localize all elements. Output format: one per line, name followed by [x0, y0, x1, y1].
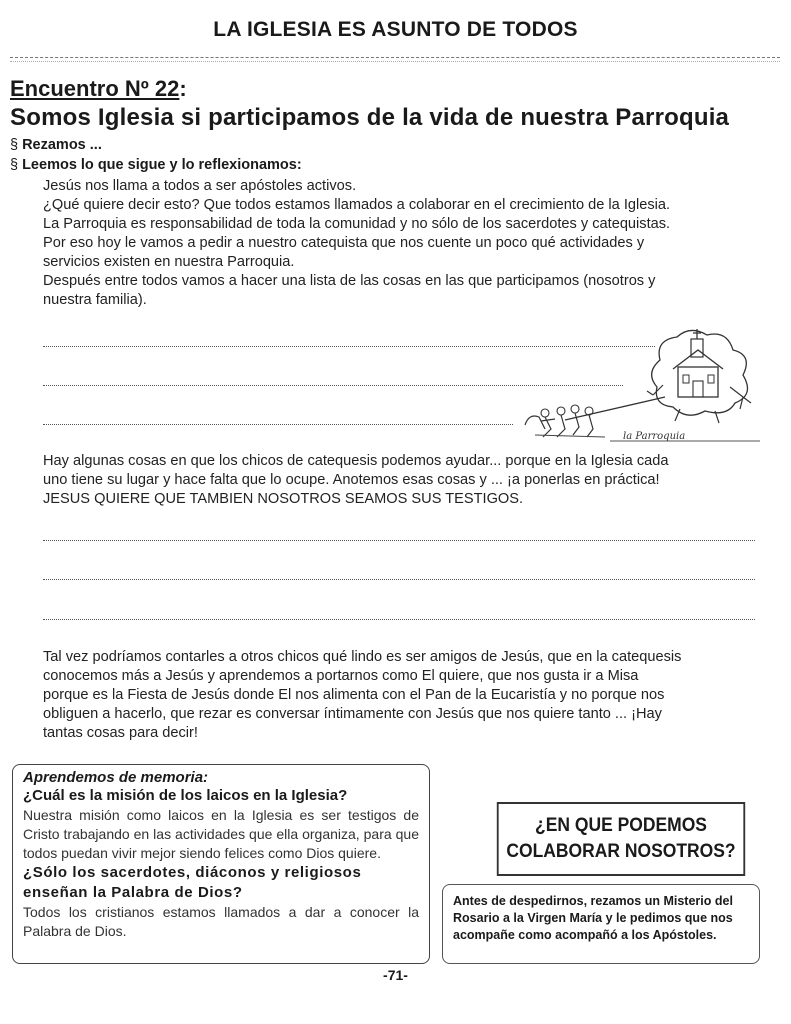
page-header-title: LA IGLESIA ES ASUNTO DE TODOS: [213, 18, 578, 41]
help-paragraph: [43, 452, 763, 509]
header-divider-secondary: [10, 61, 780, 62]
intro-line: servicios existen en nuestra Parroquia.: [43, 254, 295, 270]
section-read-label: Leemos lo que sigue y lo reflexionamos:: [22, 157, 302, 173]
intro-line: Jesús nos llama a todos a ser apóstoles activos.: [43, 178, 357, 194]
help-line: uno tiene su lugar y hace falta que lo ocupe. Anotemos esas cosas y ... ¡a ponerlas en práctica!: [43, 472, 660, 488]
collaborate-question-line-1: ¿EN QUE PODEMOS: [535, 815, 707, 836]
lesson-number: [10, 76, 187, 102]
intro-line: Después entre todos vamos a hacer una lista de las cosas en las que participamos (nosotros y: [43, 273, 656, 289]
writing-line[interactable]: [43, 579, 755, 580]
memory-question-2: ¿Sólo los sacerdotes, diáconos y religiosos enseñan la Palabra de Dios?: [23, 864, 362, 901]
intro-paragraph: [43, 177, 763, 310]
intro-line: ¿Qué quiere decir esto? Que todos estamos llamados a colaborar en el crecimiento de la Iglesia.: [43, 197, 671, 213]
church-pulling-illustration: [515, 325, 765, 450]
prayer-box: [442, 884, 760, 964]
section-mark: §: [10, 157, 19, 173]
memory-box: [12, 764, 430, 964]
writing-line[interactable]: [43, 424, 513, 425]
friends-line: obliguen a hacerlo, que rezar es conversar íntimamente con Jesús que nos quiere tanto ... ¡Hay: [43, 706, 662, 722]
friends-line: porque es la Fiesta de Jesús donde El nos alimenta con el Pan de la Eucaristía y no porque nos: [43, 687, 665, 703]
friends-paragraph: [43, 648, 763, 743]
memory-answer-2: Todos los cristianos estamos llamados a dar a conocer la Palabra de Dios.: [23, 904, 419, 939]
help-line: Hay algunas cosas en que los chicos de catequesis podemos ayudar... porque en la Iglesia cada: [43, 453, 669, 469]
lesson-title: Somos Iglesia si participamos de la vida de nuestra Parroquia: [10, 104, 730, 131]
illustration-caption: la Parroquia: [623, 431, 686, 442]
friends-line: conocemos más a Jesús y aprendemos a portarnos como El quiere, que nos gusta ir a Misa: [43, 668, 639, 684]
memory-box-title: Aprendemos de memoria:: [23, 769, 209, 786]
writing-line[interactable]: [43, 540, 755, 541]
page-number: -71-: [383, 967, 408, 983]
help-line: JESUS QUIERE QUE TAMBIEN NOSOTROS SEAMOS SUS TESTIGOS.: [43, 491, 524, 507]
lesson-number-label: Encuentro Nº 22: [10, 76, 180, 101]
memory-answer-1: Nuestra misión como laicos en la Iglesia es ser testigos de Cristo trabajando en las actividades que ella organiza, para que todos puedan vivir mejor siendo felices como Dios quiere.: [23, 807, 419, 861]
prayer-text: Antes de despedirnos, rezamos un Misterio del Rosario a la Virgen María y le pedimos que nos acompañe como acompañó a los Apóstoles.: [453, 894, 733, 942]
friends-line: Tal vez podríamos contarles a otros chicos qué lindo es ser amigos de Jesús, que en la catequesis: [43, 649, 682, 665]
collaborate-question-line-2: COLABORAR NOSOTROS?: [506, 841, 736, 862]
memory-question-1: ¿Cuál es la misión de los laicos en la Iglesia?: [23, 787, 348, 804]
writing-line[interactable]: [43, 619, 755, 620]
header-divider: [10, 57, 780, 58]
section-mark: §: [10, 137, 19, 153]
intro-line: La Parroquia es responsabilidad de toda la comunidad y no sólo de los sacerdotes y catequistas.: [43, 216, 671, 232]
section-pray: [10, 137, 102, 153]
intro-line: nuestra familia).: [43, 292, 147, 308]
section-pray-label: Rezamos ...: [22, 137, 102, 153]
section-read: [10, 157, 302, 173]
collaborate-question-box: [497, 802, 745, 876]
friends-line: tantas cosas para decir!: [43, 725, 198, 741]
lesson-number-suffix: :: [179, 76, 187, 101]
intro-line: Por eso hoy le vamos a pedir a nuestro catequista que nos cuente un poco qué actividades y: [43, 235, 645, 251]
